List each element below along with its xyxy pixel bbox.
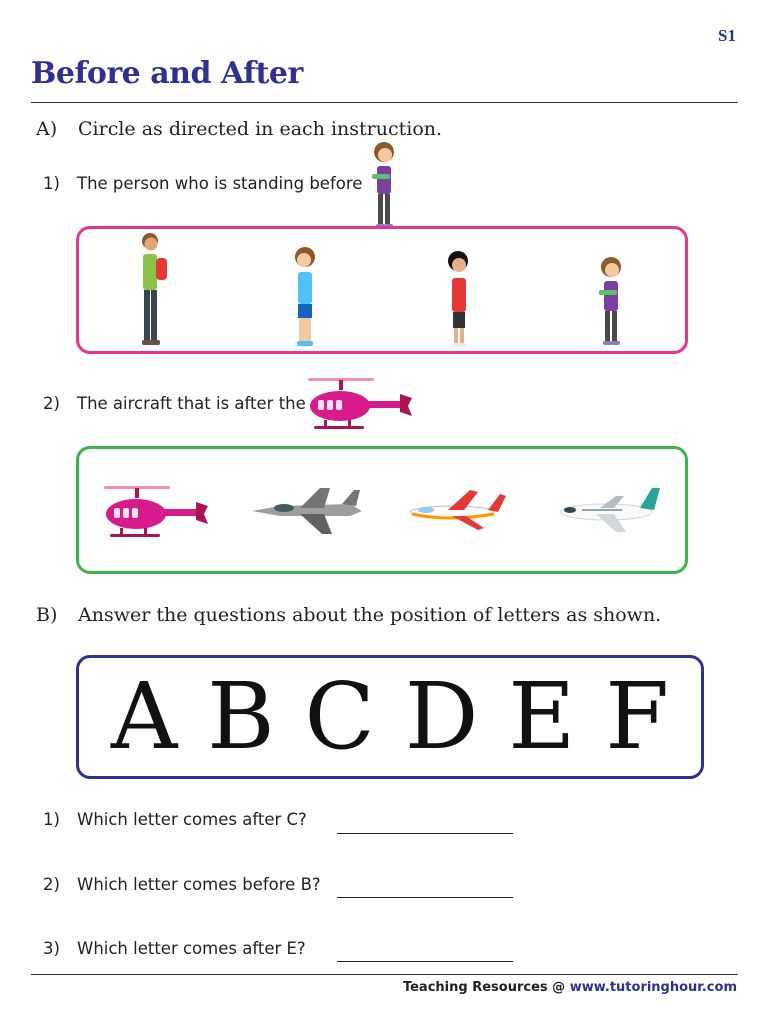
section-b-letter: B) bbox=[36, 604, 58, 626]
question-a1-number: 1) bbox=[43, 174, 60, 193]
aircraft-fighter-jet-image[interactable] bbox=[250, 484, 364, 536]
letter-a: A bbox=[110, 663, 178, 770]
question-b2 bbox=[43, 875, 321, 894]
aircraft-airliner-image[interactable] bbox=[556, 484, 666, 536]
reference-helicopter-image bbox=[304, 376, 416, 434]
section-b-heading bbox=[36, 604, 661, 626]
footer bbox=[403, 980, 737, 995]
letter-e: E bbox=[508, 663, 576, 770]
footer-label: Teaching Resources @ bbox=[402, 980, 570, 995]
footer-link[interactable]: www.tutoringhour.com bbox=[569, 980, 737, 995]
reference-person-image bbox=[366, 138, 402, 230]
question-a1-text: The person who is standing before bbox=[77, 174, 363, 193]
question-b2-text: Which letter comes before B? bbox=[77, 875, 321, 894]
question-b1 bbox=[43, 810, 307, 829]
worksheet-code: S1 bbox=[718, 26, 736, 45]
question-a1 bbox=[43, 174, 362, 193]
answer-line-b1[interactable] bbox=[337, 833, 513, 834]
footer-divider bbox=[31, 974, 738, 975]
answer-line-b3[interactable] bbox=[337, 961, 513, 962]
person-girl-purple-image[interactable] bbox=[594, 254, 628, 348]
letters-row bbox=[76, 655, 704, 779]
person-man-backpack-image[interactable] bbox=[134, 230, 174, 350]
question-b3 bbox=[43, 939, 306, 958]
aircraft-helicopter-image[interactable] bbox=[100, 484, 212, 542]
question-b1-number: 1) bbox=[43, 810, 60, 829]
letter-c: C bbox=[304, 663, 375, 770]
page-title: Before and After bbox=[31, 56, 303, 91]
question-a2-number: 2) bbox=[43, 394, 60, 413]
question-b2-number: 2) bbox=[43, 875, 60, 894]
person-boy-red-image[interactable] bbox=[444, 250, 474, 350]
person-boy-blue-image[interactable] bbox=[290, 246, 320, 350]
letter-b: B bbox=[207, 663, 275, 770]
section-b-instruction: Answer the questions about the position of letters as shown. bbox=[78, 604, 662, 626]
question-a2-text: The aircraft that is after the bbox=[77, 394, 306, 413]
question-a2 bbox=[43, 394, 306, 413]
letter-f: F bbox=[605, 663, 670, 770]
aircraft-small-jet-image[interactable] bbox=[408, 488, 508, 532]
question-b3-number: 3) bbox=[43, 939, 60, 958]
question-b1-text: Which letter comes after C? bbox=[77, 810, 307, 829]
question-b3-text: Which letter comes after E? bbox=[77, 939, 306, 958]
title-divider bbox=[31, 102, 738, 103]
section-a-heading bbox=[36, 118, 442, 140]
section-a-instruction: Circle as directed in each instruction. bbox=[78, 118, 443, 140]
letter-d: D bbox=[404, 663, 479, 770]
answer-line-b2[interactable] bbox=[337, 897, 513, 898]
section-a-letter: A) bbox=[36, 118, 58, 140]
